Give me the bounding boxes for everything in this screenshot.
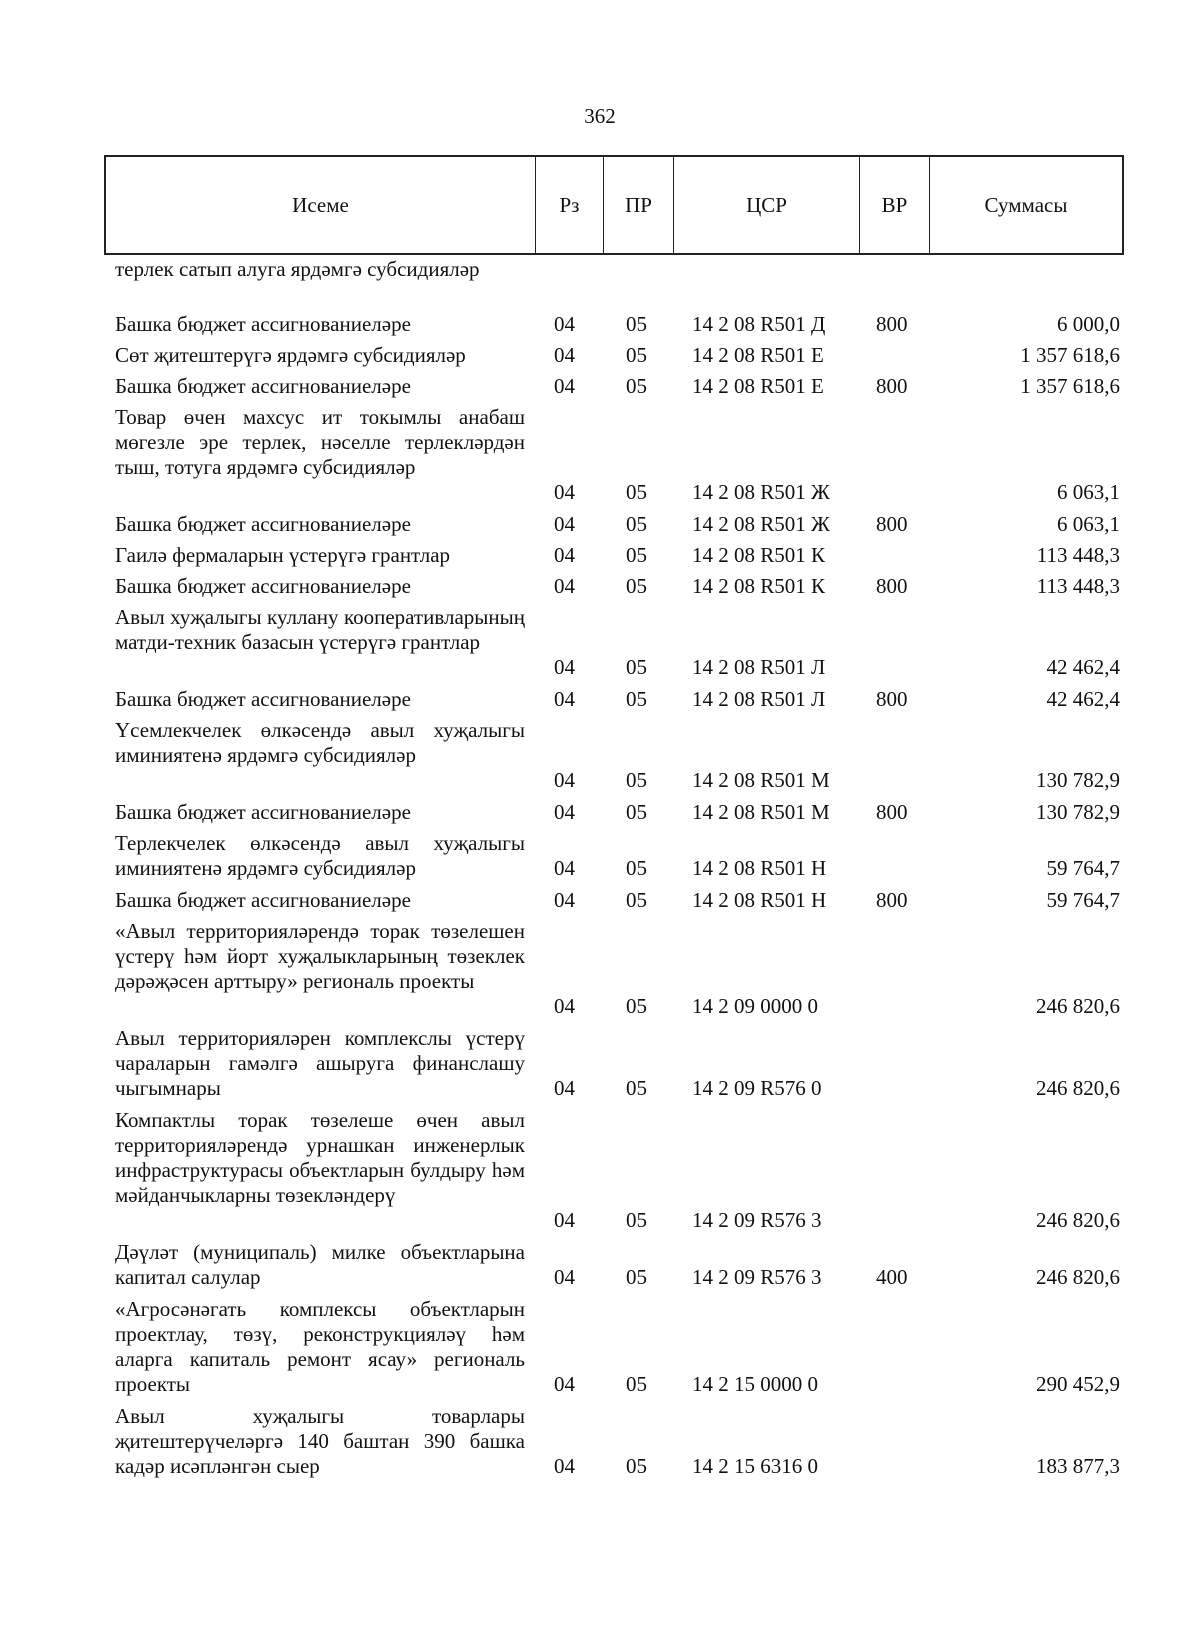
row-rz: 04 — [554, 543, 575, 567]
row-csr: 14 2 08 R501 Л — [692, 655, 826, 679]
table-row — [0, 605, 1200, 680]
row-rz: 04 — [554, 888, 575, 912]
row-rz: 04 — [554, 1372, 575, 1396]
table-row — [0, 257, 1200, 307]
table-row — [0, 543, 1200, 568]
row-sum: 130 782,9 — [1036, 768, 1120, 792]
row-vr: 800 — [876, 687, 908, 711]
row-pr: 05 — [626, 312, 647, 336]
row-sum: 6 063,1 — [1057, 512, 1120, 536]
row-sum: 42 462,4 — [1046, 687, 1120, 711]
row-vr: 800 — [876, 574, 908, 598]
row-pr: 05 — [626, 994, 647, 1018]
table-row — [0, 374, 1200, 399]
row-pr: 05 — [626, 1076, 647, 1100]
row-csr: 14 2 09 0000 0 — [692, 994, 818, 1018]
row-csr: 14 2 08 R501 Е — [692, 374, 824, 398]
table-row — [0, 574, 1200, 599]
table-row — [0, 1404, 1200, 1479]
header-rz: Рз — [536, 157, 604, 253]
row-csr: 14 2 08 R501 Ж — [692, 512, 830, 536]
row-csr: 14 2 15 6316 0 — [692, 1454, 818, 1478]
row-name: Дәүләт (муниципаль) милке объектларына капитал салулар — [115, 1240, 525, 1289]
row-sum: 113 448,3 — [1036, 543, 1120, 567]
row-name: Терлекчелек өлкәсендә авыл хуҗалыгы иминиятенә ярдәмгә субсидияләр — [115, 831, 525, 880]
row-name: Гаилә фермаларын үстерүгә грантлар — [115, 543, 451, 567]
row-sum: 246 820,6 — [1036, 1265, 1120, 1289]
row-rz: 04 — [554, 1076, 575, 1100]
row-sum: 59 764,7 — [1046, 888, 1120, 912]
row-rz: 04 — [554, 856, 575, 880]
row-name: Авыл хуҗалыгы куллану кооперативларының матди-техник базасын үстерүгә грантлар — [115, 605, 525, 654]
row-sum: 1 357 618,6 — [1020, 374, 1120, 398]
row-vr: 800 — [876, 888, 908, 912]
row-pr: 05 — [626, 768, 647, 792]
row-rz: 04 — [554, 800, 575, 824]
row-csr: 14 2 08 R501 Е — [692, 343, 824, 367]
table-row — [0, 312, 1200, 337]
row-sum: 1 357 618,6 — [1020, 343, 1120, 367]
row-csr: 14 2 08 R501 К — [692, 543, 826, 567]
row-rz: 04 — [554, 994, 575, 1018]
row-name: Компактлы торак төзелеше өчен авыл территорияләрендә урнашкан инженерлык инфраструктурасы объектларын булдыру һәм мәйданчыкларны төзекләндерү — [115, 1108, 525, 1207]
table-row — [0, 1240, 1200, 1290]
table-row — [0, 800, 1200, 825]
row-name: Башка бюджет ассигнованиеләре — [115, 374, 411, 398]
row-rz: 04 — [554, 480, 575, 504]
row-sum: 183 877,3 — [1036, 1454, 1120, 1478]
row-rz: 04 — [554, 1454, 575, 1478]
row-rz: 04 — [554, 343, 575, 367]
table-row — [0, 1026, 1200, 1101]
row-pr: 05 — [626, 574, 647, 598]
row-csr: 14 2 09 R576 3 — [692, 1265, 822, 1289]
row-pr: 05 — [626, 888, 647, 912]
row-pr: 05 — [626, 1454, 647, 1478]
table-row — [0, 1297, 1200, 1397]
page-number: 362 — [584, 104, 616, 128]
row-pr: 05 — [626, 512, 647, 536]
header-vr: ВР — [860, 157, 930, 253]
row-sum: 290 452,9 — [1036, 1372, 1120, 1396]
table-header — [104, 155, 1124, 255]
row-csr: 14 2 09 R576 3 — [692, 1208, 822, 1232]
row-pr: 05 — [626, 374, 647, 398]
row-name: Башка бюджет ассигнованиеләре — [115, 512, 411, 536]
header-pr: ПР — [604, 157, 674, 253]
row-name: Сөт җитештерүгә ярдәмгә субсидияләр — [115, 343, 466, 367]
row-sum: 42 462,4 — [1046, 655, 1120, 679]
row-csr: 14 2 08 R501 Д — [692, 312, 826, 336]
table-row — [0, 919, 1200, 1019]
row-pr: 05 — [626, 687, 647, 711]
row-sum: 246 820,6 — [1036, 1076, 1120, 1100]
table-row — [0, 831, 1200, 881]
row-name: Үсемлекчелек өлкәсендә авыл хуҗалыгы иминиятенә ярдәмгә субсидияләр — [115, 718, 525, 767]
header-sum: Суммасы — [984, 192, 1068, 217]
header-csr: ЦСР — [674, 157, 860, 253]
row-sum: 6 000,0 — [1057, 312, 1120, 336]
row-pr: 05 — [626, 343, 647, 367]
row-sum: 59 764,7 — [1046, 856, 1120, 880]
row-name: Башка бюджет ассигнованиеләре — [115, 687, 411, 711]
row-name: терлек сатып алуга ярдәмгә субсидияләр — [115, 257, 480, 281]
table-row — [0, 405, 1200, 505]
table-row — [0, 343, 1200, 368]
row-rz: 04 — [554, 687, 575, 711]
row-name: Башка бюджет ассигнованиеләре — [115, 800, 411, 824]
row-vr: 800 — [876, 374, 908, 398]
row-sum: 246 820,6 — [1036, 994, 1120, 1018]
table-row — [0, 718, 1200, 793]
row-pr: 05 — [626, 1208, 647, 1232]
row-csr: 14 2 08 R501 М — [692, 768, 830, 792]
row-name: Авыл территорияләрен комплекслы үстерү чараларын гамәлгә ашыруга финанслашу чыгымнары — [115, 1026, 525, 1100]
table-row — [0, 512, 1200, 537]
row-name: Товар өчен махсус ит токымлы анабаш мөгезле эре терлек, нәселле терлекләрдән тыш, тотуга ярдәмгә субсидияләр — [115, 405, 525, 479]
row-name: «Агросәнәгать комплексы объектларын проектлау, төзү, реконструкцияләү һәм аларга капиталь ремонт ясау» региональ проекты — [115, 1297, 525, 1396]
table-row — [0, 687, 1200, 712]
row-sum: 130 782,9 — [1036, 800, 1120, 824]
row-name: Авыл хуҗалыгы товарлары җитештерүчеләргә 140 баштан 390 башка кадәр исәпләнгән сыер — [115, 1404, 525, 1478]
row-name: Башка бюджет ассигнованиеләре — [115, 312, 411, 336]
row-pr: 05 — [626, 1372, 647, 1396]
row-pr: 05 — [626, 1265, 647, 1289]
row-sum: 246 820,6 — [1036, 1208, 1120, 1232]
row-rz: 04 — [554, 1265, 575, 1289]
table-row — [0, 888, 1200, 913]
header-name: Исеме — [106, 157, 536, 253]
row-vr: 800 — [876, 312, 908, 336]
row-name: «Авыл территорияләрендә торак төзелешен үстерү һәм йорт хуҗалыкларының төзеклек дәрәҗәсен арттыру» региональ проекты — [115, 919, 525, 993]
row-csr: 14 2 08 R501 М — [692, 800, 830, 824]
row-rz: 04 — [554, 1208, 575, 1232]
row-sum: 113 448,3 — [1036, 574, 1120, 598]
row-vr: 800 — [876, 512, 908, 536]
row-sum: 6 063,1 — [1057, 480, 1120, 504]
row-rz: 04 — [554, 655, 575, 679]
table-row — [0, 1108, 1200, 1233]
row-csr: 14 2 09 R576 0 — [692, 1076, 822, 1100]
row-csr: 14 2 15 0000 0 — [692, 1372, 818, 1396]
row-csr: 14 2 08 R501 Ж — [692, 480, 830, 504]
row-rz: 04 — [554, 512, 575, 536]
row-rz: 04 — [554, 312, 575, 336]
row-csr: 14 2 08 R501 Н — [692, 856, 827, 880]
row-csr: 14 2 08 R501 Л — [692, 687, 826, 711]
row-rz: 04 — [554, 768, 575, 792]
row-csr: 14 2 08 R501 Н — [692, 888, 827, 912]
row-name: Башка бюджет ассигнованиеләре — [115, 888, 411, 912]
row-pr: 05 — [626, 856, 647, 880]
row-vr: 400 — [876, 1265, 908, 1289]
row-pr: 05 — [626, 543, 647, 567]
row-csr: 14 2 08 R501 К — [692, 574, 826, 598]
row-pr: 05 — [626, 480, 647, 504]
row-pr: 05 — [626, 800, 647, 824]
row-name: Башка бюджет ассигнованиеләре — [115, 574, 411, 598]
row-rz: 04 — [554, 574, 575, 598]
row-vr: 800 — [876, 800, 908, 824]
row-rz: 04 — [554, 374, 575, 398]
row-pr: 05 — [626, 655, 647, 679]
